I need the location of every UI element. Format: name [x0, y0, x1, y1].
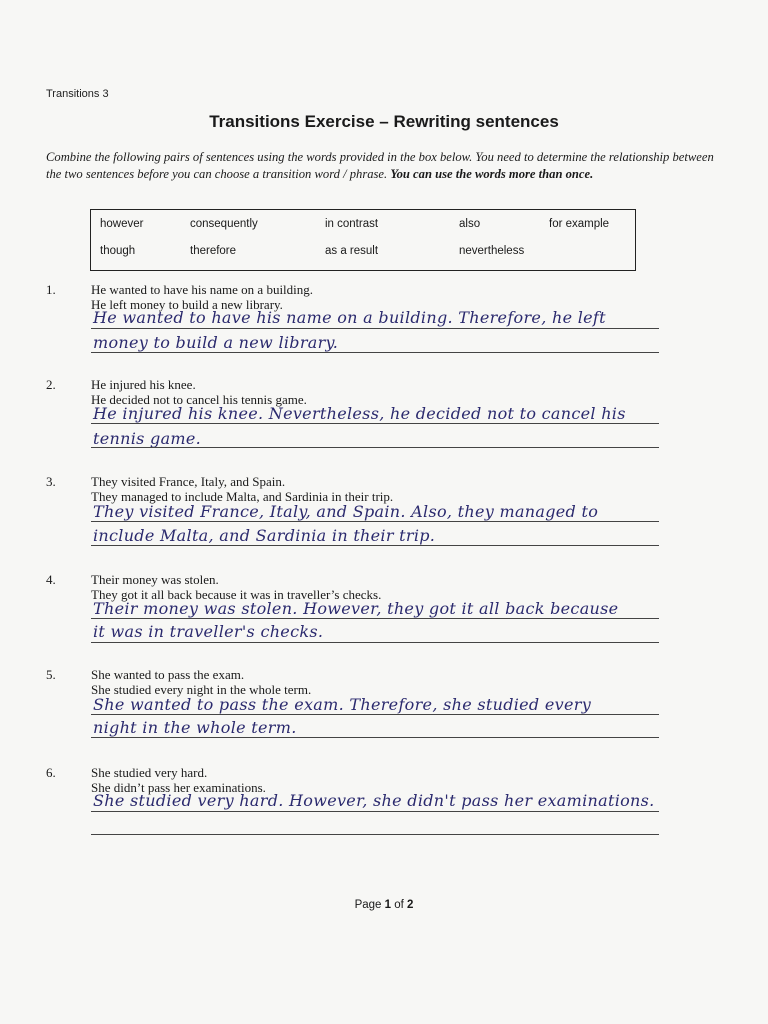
answer-rule	[91, 545, 659, 546]
page-title: Transitions Exercise – Rewriting sentences	[209, 112, 559, 131]
answer-rule	[91, 352, 659, 353]
sentence-b: She studied every night in the whole term.	[91, 682, 312, 697]
item-number: 2.	[46, 377, 56, 392]
answer-rule	[91, 423, 659, 424]
instructions-text: Combine the following pairs of sentences using the words provided in the box below. You need to determine the relationship between the two sentences before you can choose a transition word / phrase.	[46, 150, 714, 181]
sentence-b: She didn’t pass her examinations.	[91, 780, 266, 795]
footer-middle: of	[391, 899, 408, 911]
footer-current-page: 1	[384, 899, 392, 911]
handwritten-answer-line-1: Their money was stolen. However, they got it all back because	[93, 599, 619, 618]
sentence-a: She wanted to pass the exam.	[91, 667, 245, 682]
item-number: 4.	[46, 572, 56, 587]
word-as-a-result: as a result	[325, 245, 379, 257]
word-therefore: therefore	[190, 245, 237, 257]
sentence-a: Their money was stolen.	[91, 572, 219, 587]
answer-rule	[91, 447, 659, 448]
sentence-b: He decided not to cancel his tennis game.	[91, 392, 307, 407]
instructions-emphasis: You can use the words more than once.	[390, 167, 594, 181]
item-number: 1.	[46, 282, 56, 297]
word-nevertheless: nevertheless	[459, 245, 525, 257]
item-number: 5.	[46, 667, 56, 682]
answer-rule	[91, 737, 659, 738]
handwritten-answer-line-1: He injured his knee. Nevertheless, he decided not to cancel his	[93, 404, 626, 423]
handwritten-answer-line-1: She studied very hard. However, she didn't pass her examinations.	[93, 791, 655, 810]
instructions	[46, 149, 726, 183]
handwritten-answer-line-1: They visited France, Italy, and Spain. Also, they managed to	[93, 502, 599, 521]
sentence-a: He wanted to have his name on a building.	[91, 282, 314, 297]
answer-rule	[91, 642, 659, 643]
sentence-b: He left money to build a new library.	[91, 297, 283, 312]
handwritten-answer-line-2: tennis game.	[93, 429, 202, 448]
sentence-a: He injured his knee.	[91, 377, 196, 392]
word-in-contrast: in contrast	[325, 218, 379, 230]
page-footer	[0, 899, 768, 911]
item-number: 3.	[46, 474, 56, 489]
handwritten-answer-line-2: money to build a new library.	[93, 333, 339, 352]
sentence-b: They managed to include Malta, and Sardinia in their trip.	[91, 489, 394, 504]
answer-rule	[91, 328, 659, 329]
word-consequently: consequently	[190, 218, 258, 230]
word-for-example: for example	[549, 218, 610, 230]
handwritten-answer-line-2: it was in traveller's checks.	[93, 622, 324, 641]
answer-rule	[91, 618, 659, 619]
header-label: Transitions 3	[46, 88, 109, 100]
handwritten-answer-line-2: night in the whole term.	[93, 718, 297, 737]
sentence-b: They got it all back because it was in traveller’s checks.	[91, 587, 382, 602]
answer-rule	[91, 811, 659, 812]
handwritten-answer-line-1: He wanted to have his name on a building. Therefore, he left	[93, 308, 606, 327]
word-though: though	[100, 245, 136, 257]
word-also: also	[459, 218, 481, 230]
transition-word-box	[90, 209, 636, 271]
footer-prefix: Page	[354, 899, 385, 911]
footer-total-pages: 2	[407, 899, 414, 911]
word-however: however	[100, 218, 144, 230]
answer-rule	[91, 714, 659, 715]
handwritten-answer-line-1: She wanted to pass the exam. Therefore, she studied every	[93, 695, 592, 714]
sentence-a: She studied very hard.	[91, 765, 208, 780]
sentence-a: They visited France, Italy, and Spain.	[91, 474, 286, 489]
item-number: 6.	[46, 765, 56, 780]
answer-rule	[91, 521, 659, 522]
answer-rule	[91, 834, 659, 835]
handwritten-answer-line-2: include Malta, and Sardinia in their trip.	[93, 526, 436, 545]
